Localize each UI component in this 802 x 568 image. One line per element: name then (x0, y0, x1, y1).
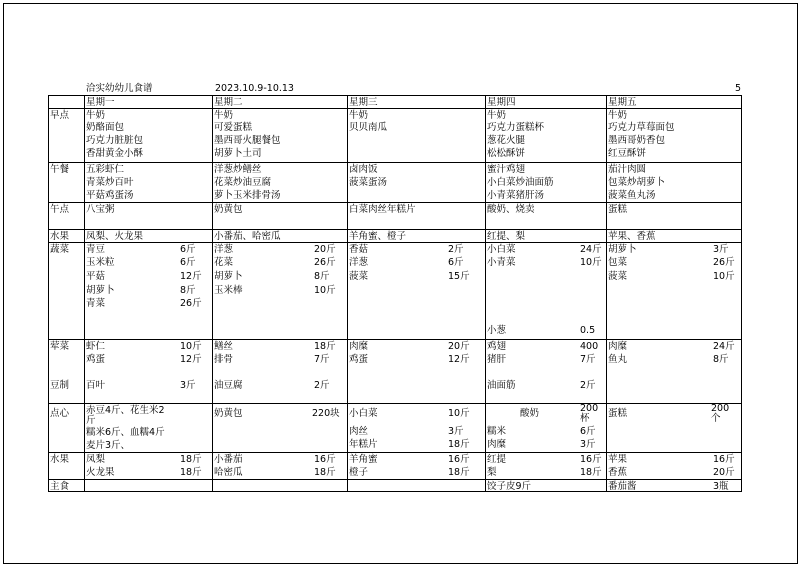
ingredient-unit: 杯 (580, 413, 590, 424)
ingredient-qty: 3斤 (580, 439, 596, 450)
ingredient-name: 苹果 (608, 454, 628, 465)
ingredient-name: 糯米 (487, 426, 507, 437)
ingredient-qty: 6斤 (180, 244, 196, 255)
ingredient-qty: 24斤 (580, 244, 602, 255)
ingredient-qty: 18斤 (180, 467, 202, 478)
menu-item: 小白菜炒油面筋 (487, 177, 554, 188)
ingredient-name: 鸡蛋 (349, 354, 369, 365)
row-label-soy: 豆制 (50, 380, 70, 391)
ingredient-qty: 200 (580, 403, 599, 414)
menu-item: 牛奶 (86, 110, 106, 121)
ingredient-name: 蛋糕 (608, 408, 628, 419)
ingredient-name: 百叶 (86, 380, 106, 391)
menu-item: 巧克力蛋糕杯 (487, 122, 545, 133)
menu-item: 斤 (86, 415, 96, 426)
ingredient-qty: 18斤 (314, 467, 336, 478)
ingredient-name: 洋葱 (214, 244, 234, 255)
ingredient-name: 酸奶 (520, 408, 540, 419)
day-header-wed: 星期三 (349, 97, 378, 108)
ingredient-qty: 20斤 (448, 341, 470, 352)
menu-item: 凤梨、火龙果 (86, 231, 144, 242)
ingredient-qty: 8斤 (180, 285, 196, 296)
ingredient-name: 肉糜 (608, 341, 628, 352)
menu-item: 包菜炒胡萝卜 (608, 177, 666, 188)
ingredient-qty: 18斤 (448, 467, 470, 478)
page-number: 5 (735, 83, 742, 94)
ingredient-qty: 8斤 (713, 354, 729, 365)
ingredient-qty: 3瓶 (713, 481, 729, 492)
ingredient-name: 凤梨 (86, 454, 106, 465)
ingredient-qty: 16斤 (713, 454, 735, 465)
ingredient-name: 橙子 (349, 467, 369, 478)
menu-item: 奶酪面包 (86, 122, 125, 133)
ingredient-name: 花菜 (214, 257, 234, 268)
menu-item: 红豆酥饼 (608, 148, 647, 159)
ingredient-qty: 3斤 (448, 426, 464, 437)
day-header-mon: 星期一 (86, 97, 115, 108)
menu-item: 小青菜猪肝汤 (487, 190, 545, 201)
ingredient-qty: 10斤 (314, 285, 336, 296)
ingredient-name: 包菜 (608, 257, 628, 268)
menu-item: 小番茄、哈密瓜 (214, 231, 281, 242)
menu-item: 牛奶 (214, 110, 234, 121)
row-label-dessert: 点心 (50, 408, 70, 419)
ingredient-name: 小白菜 (487, 244, 516, 255)
menu-item: 牛奶 (349, 110, 369, 121)
day-header-fri: 星期五 (608, 97, 637, 108)
ingredient-name: 肉糜 (487, 439, 507, 450)
ingredient-qty: 10斤 (180, 341, 202, 352)
menu-item: 青菜炒百叶 (86, 177, 134, 188)
ingredient-name: 小葱 (487, 325, 507, 336)
ingredient-qty: 6斤 (448, 257, 464, 268)
menu-item: 松松酥饼 (487, 148, 526, 159)
ingredient-qty: 20斤 (713, 467, 735, 478)
ingredient-qty: 2斤 (314, 380, 330, 391)
menu-item: 五彩虾仁 (86, 164, 125, 175)
ingredient-name: 梨 (487, 467, 497, 478)
ingredient-qty: 200 (711, 403, 730, 414)
ingredient-qty: 18斤 (448, 439, 470, 450)
menu-item: 茄汁肉圆 (608, 164, 647, 175)
ingredient-qty: 15斤 (448, 271, 470, 282)
menu-item: 墨西哥火腿餐包 (214, 135, 281, 146)
menu-item: 蛋糕 (608, 204, 628, 215)
menu-item: 麦片3斤、 (86, 440, 131, 451)
ingredient-name: 羊角蜜 (349, 454, 378, 465)
menu-item: 洋葱炒鳝丝 (214, 164, 262, 175)
menu-item: 糯米6斤、血糯4斤 (86, 427, 165, 438)
day-header-tue: 星期二 (214, 97, 243, 108)
ingredient-name: 火龙果 (86, 467, 115, 478)
ingredient-name: 奶黄包 (214, 408, 243, 419)
row-label-lunch: 午餐 (50, 164, 70, 175)
menu-item: 白菜肉丝年糕片 (349, 204, 416, 215)
ingredient-qty: 220块 (312, 408, 340, 419)
ingredient-qty: 26斤 (314, 257, 336, 268)
ingredient-qty: 6斤 (180, 257, 196, 268)
ingredient-name: 肉糜 (349, 341, 369, 352)
ingredient-qty: 16斤 (448, 454, 470, 465)
ingredient-qty: 18斤 (180, 454, 202, 465)
row-label-staple: 主食 (50, 481, 70, 492)
ingredient-name: 菠菜 (349, 271, 369, 282)
ingredient-name: 香蕉 (608, 467, 628, 478)
menu-item: 可爱蛋糕 (214, 122, 253, 133)
ingredient-name: 鳝丝 (214, 341, 234, 352)
ingredient-qty: 10斤 (448, 408, 470, 419)
ingredient-qty: 12斤 (448, 354, 470, 365)
ingredient-name: 番茄酱 (608, 481, 637, 492)
ingredient-qty: 16斤 (580, 454, 602, 465)
ingredient-unit: 个 (711, 413, 721, 424)
menu-item: 牛奶 (608, 110, 628, 121)
ingredient-qty: 0.5 (580, 325, 596, 336)
ingredient-qty: 12斤 (180, 271, 202, 282)
ingredient-name: 小青菜 (487, 257, 516, 268)
row-label-vegetables: 蔬菜 (50, 244, 70, 255)
ingredient-name: 小番茄 (214, 454, 243, 465)
ingredient-qty: 12斤 (180, 354, 202, 365)
menu-item: 贝贝南瓜 (349, 122, 388, 133)
menu-item: 卤肉饭 (349, 164, 378, 175)
menu-item: 牛奶 (487, 110, 507, 121)
ingredient-name: 鸡蛋 (86, 354, 106, 365)
ingredient-name: 玉米粒 (86, 257, 115, 268)
ingredient-name: 油面筋 (487, 380, 516, 391)
row-label-meat: 荤菜 (50, 341, 70, 352)
ingredient-qty: 8斤 (314, 271, 330, 282)
day-header-thu: 星期四 (487, 97, 516, 108)
menu-item: 赤豆4斤、花生米2 (86, 405, 165, 416)
ingredient-qty: 16斤 (314, 454, 336, 465)
menu-item: 八宝粥 (86, 204, 115, 215)
ingredient-name: 胡萝卜 (86, 285, 115, 296)
ingredient-name: 年糕片 (349, 439, 378, 450)
ingredient-name: 虾仁 (86, 341, 106, 352)
menu-item: 墨西哥奶香包 (608, 135, 666, 146)
ingredient-name: 胡萝卜 (214, 271, 243, 282)
ingredient-qty: 18斤 (580, 467, 602, 478)
menu-item: 菠菜鱼丸汤 (608, 190, 656, 201)
row-label-snack: 午点 (50, 204, 70, 215)
ingredient-name: 肉丝 (349, 426, 369, 437)
ingredient-name: 猪肝 (487, 354, 507, 365)
menu-item: 葱花火腿 (487, 135, 526, 146)
menu-item: 花菜炒油豆腐 (214, 177, 272, 188)
ingredient-name: 胡萝卜 (608, 244, 637, 255)
row-label-breakfast: 早点 (50, 110, 70, 121)
ingredient-qty: 2斤 (448, 244, 464, 255)
menu-item: 胡萝卜土司 (214, 148, 262, 159)
date-range: 2023.10.9-10.13 (215, 83, 294, 94)
ingredient-name: 油豆腐 (214, 380, 243, 391)
row-label-fruit-2: 水果 (50, 454, 70, 465)
menu-item: 巧克力脏脏包 (86, 135, 144, 146)
ingredient-name: 玉米棒 (214, 285, 243, 296)
menu-item: 奶黄包 (214, 204, 243, 215)
ingredient-name: 排骨 (214, 354, 234, 365)
ingredient-name: 小白菜 (349, 408, 378, 419)
ingredient-name: 红提 (487, 454, 507, 465)
ingredient-name: 哈密瓜 (214, 467, 243, 478)
menu-item: 羊角蜜、橙子 (349, 231, 407, 242)
menu-item: 菠菜蛋汤 (349, 177, 388, 188)
ingredient-qty: 26斤 (180, 298, 202, 309)
menu-item: 平菇鸡蛋汤 (86, 190, 134, 201)
menu-title: 洽实幼幼儿食谱 (86, 83, 153, 94)
ingredient-name: 青豆 (86, 244, 106, 255)
ingredient-qty: 6斤 (580, 426, 596, 437)
row-label-fruit: 水果 (50, 231, 70, 242)
ingredient-qty: 7斤 (580, 354, 596, 365)
ingredient-qty: 18斤 (314, 341, 336, 352)
ingredient-qty: 7斤 (314, 354, 330, 365)
ingredient-qty: 26斤 (713, 257, 735, 268)
ingredient-qty: 2斤 (580, 380, 596, 391)
ingredient-qty: 400 (580, 341, 599, 352)
ingredient-qty: 20斤 (314, 244, 336, 255)
ingredient-qty: 3斤 (713, 244, 729, 255)
menu-item: 蜜汁鸡翅 (487, 164, 526, 175)
ingredient-qty: 3斤 (180, 380, 196, 391)
menu-item: 红提、梨 (487, 231, 526, 242)
ingredient-name: 鱼丸 (608, 354, 628, 365)
ingredient-name: 青菜 (86, 298, 106, 309)
menu-item: 酸奶、烧卖 (487, 204, 535, 215)
ingredient-name: 鸡翅 (487, 341, 507, 352)
menu-item: 饺子皮9斤 (487, 481, 532, 492)
ingredient-qty: 10斤 (580, 257, 602, 268)
menu-item: 香甜黄金小酥 (86, 148, 144, 159)
menu-item: 苹果、香蕉 (608, 231, 656, 242)
ingredient-qty: 24斤 (713, 341, 735, 352)
ingredient-name: 菠菜 (608, 271, 628, 282)
ingredient-name: 洋葱 (349, 257, 369, 268)
ingredient-name: 香菇 (349, 244, 369, 255)
ingredient-name: 平菇 (86, 271, 106, 282)
ingredient-qty: 10斤 (713, 271, 735, 282)
menu-item: 巧克力草莓面包 (608, 122, 675, 133)
menu-item: 萝卜玉米排骨汤 (214, 190, 281, 201)
